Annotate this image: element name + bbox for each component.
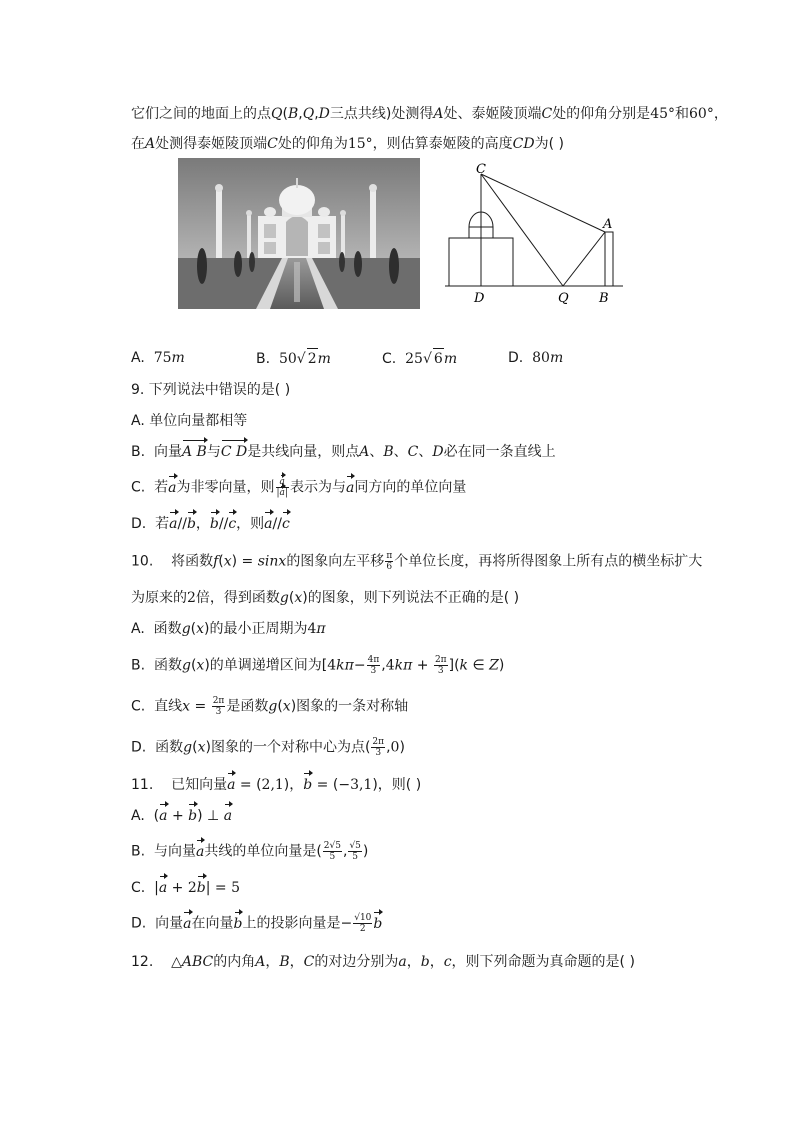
label-D: D: [474, 291, 485, 306]
label-B: B: [599, 291, 609, 306]
q10-option-a[interactable]: A. 函数g(x)的最小正周期为4π: [131, 621, 326, 637]
geometry-diagram: [445, 160, 625, 310]
q8-stem-line1: 它们之间的地面上的点Q(B,Q,D三点共线)处测得A处、泰姬陵顶端C处的仰角分别是45°和60°，: [131, 106, 728, 122]
q9-option-c[interactable]: C. 若a为非零向量，则 $\frac{a}{|a|}$ 表示为与a同方向的单位向量: [131, 477, 467, 498]
q10-option-b[interactable]: B. 函数g(x)的单调递增区间为[4kπ− $\frac{4\pi}{3}$ ,4kπ + $\frac{2\pi}{3}$ ](k ∈ Z): [131, 655, 505, 676]
q10-option-d[interactable]: D. 函数g(x)图象的一个对称中心为点( $\frac{2\pi}{3}$ ,0): [131, 737, 405, 758]
label-C: C: [476, 162, 486, 177]
q11-stem: 11. 已知向量a = (2,1)，b = (−3,1)，则( ): [131, 777, 422, 793]
q9-stem: 9. 下列说法中错误的是( ): [131, 382, 291, 398]
q8-option-a[interactable]: A. 75m: [131, 350, 185, 366]
q11-option-a[interactable]: A. (a + b) ⊥ a: [131, 808, 233, 824]
label-A: A: [603, 217, 613, 232]
q10-stem-line1: 10. 将函数f(x) = sinx的图象向左平移 $\frac{\pi}{6}$ 个单位长度，再将所得图象上所有点的横坐标扩大: [131, 551, 703, 572]
q11-option-c[interactable]: C. |a + 2b| = 5: [131, 880, 241, 896]
q8-option-c[interactable]: C. 25√ 6m: [382, 348, 457, 369]
q11-option-b[interactable]: B. 与向量a共线的单位向量是( $\frac{2√5}{5}$ , $\frac{√5}{5}$ ): [131, 841, 369, 862]
q8-option-d[interactable]: D. 80m: [508, 350, 564, 366]
q9-option-b[interactable]: B. 向量A B与C D是共线向量，则点A、B、C、D必在同一条直线上: [131, 444, 556, 460]
q12-stem: 12. △ABC的内角A，B，C的对边分别为a，b，c，则下列命题为真命题的是( ): [131, 954, 635, 970]
q10-stem-line2: 为原来的2倍，得到函数g(x)的图象，则下列说法不正确的是( ): [131, 590, 520, 606]
q11-option-d[interactable]: D. 向量a在向量b上的投影向量是− $\frac{√10}{2}$ b: [131, 913, 383, 934]
q9-option-a[interactable]: A. 单位向量都相等: [131, 413, 248, 429]
q10-option-c[interactable]: C. 直线x = $\frac{2\pi}{3}$ 是函数g(x)图象的一条对称轴: [131, 696, 409, 717]
taj-mahal-photo: [178, 158, 420, 309]
label-Q: Q: [558, 291, 569, 306]
q8-option-b[interactable]: B. 50√ 2m: [256, 348, 331, 369]
q8-stem-line2: 在A处测得泰姬陵顶端C处的仰角为15°，则估算泰姬陵的高度CD为( ): [131, 136, 564, 152]
q9-option-d[interactable]: D. 若a//b，b//c，则a//c: [131, 516, 290, 532]
